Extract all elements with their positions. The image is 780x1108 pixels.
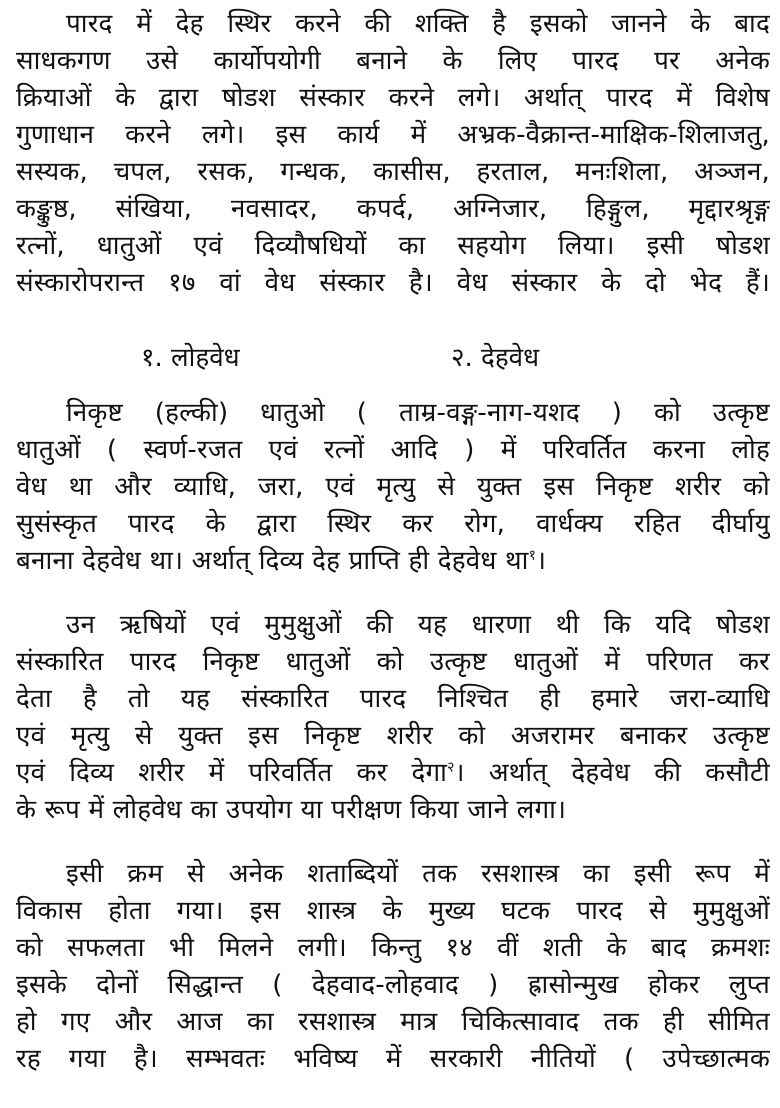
footnote-marker: १ — [528, 547, 537, 564]
text-line: संस्कारित पारद निकृष्ट धातुओं को उत्कृष्ट धातुओं में परिणत कर — [16, 647, 770, 677]
paragraph-rishi-belief — [16, 607, 770, 829]
text-line-end: । अर्थात् देहवेध की कसौटी — [454, 758, 770, 788]
paragraph-rasashastra-history — [16, 856, 770, 1078]
text-line: सस्यक, चपल, रसक, गन्धक, कासीस, हरताल, मनःशिला, अञ्जन, — [16, 157, 770, 187]
text-line: देता है तो यह संस्कारित पारद निश्चित ही हमारे जरा-व्याधि — [16, 684, 770, 714]
text-line: के रूप में लोहवेध का उपयोग या परीक्षण किया जाने लगा। — [16, 795, 567, 825]
text-line: पारद में देह स्थिर करने की शक्ति है इसको जानने के बाद — [66, 9, 770, 39]
text-line: धातुओं ( स्वर्ण-रजत एवं रत्नों आदि ) में परिवर्तित करना लोह — [16, 435, 770, 465]
text-line: इसी क्रम से अनेक शताब्दियों तक रसशास्त्र का इसी रूप में — [66, 859, 770, 889]
text-line: गुणाधान करने लगे। इस कार्य में अभ्रक-वैक्रान्त-माक्षिक-शिलाजतु, — [16, 120, 770, 150]
text-line: उन ऋषियों एवं मुमुक्षुओं की यह धारणा थी कि यदि षोडश — [66, 610, 770, 640]
vedha-type-loha: १. लोहवेध — [141, 343, 240, 373]
paragraph-parad-sanskar — [16, 6, 770, 302]
vedha-types-list — [16, 340, 770, 377]
text-line: क्रियाओं के द्वारा षोडश संस्कार करने लगे। अर्थात् पारद में विशेष — [16, 83, 770, 113]
text-line: सुसंस्कृत पारद के द्वारा स्थिर कर रोग, वार्धक्य रहित दीर्घायु — [16, 509, 770, 539]
text-line: एवं मृत्यु से युक्त इस निकृष्ट शरीर को अजरामर बनाकर उत्कृष्ट — [16, 721, 770, 751]
text-line: विकास होता गया। इस शास्त्र के मुख्य घटक पारद से मुमुक्षुओं — [16, 896, 770, 926]
text-line: हो गए और आज का रसशास्त्र मात्र चिकित्सावाद तक ही सीमित — [16, 1007, 770, 1037]
text-line — [16, 755, 770, 792]
footnote-marker: २ — [447, 759, 455, 776]
text-line: निकृष्ट (हल्की) धातुओ ( ताम्र-वङ्ग-नाग-यशद ) को उत्कृष्ट — [66, 398, 770, 428]
text-line — [16, 543, 770, 580]
text-line-end: । — [536, 546, 547, 576]
paragraph-vedha-definition — [16, 395, 770, 580]
text-line: साधकगण उसे कार्योपयोगी बनाने के लिए पारद पर अनेक — [16, 46, 770, 76]
text-line: को सफलता भी मिलने लगी। किन्तु १४ वीं शती के बाद क्रमशः — [16, 933, 770, 963]
vedha-type-deha: २. देहवेध — [451, 343, 540, 373]
text-line: संस्कारोपरान्त १७ वां वेध संस्कार है। वेध संस्कार के दो भेद हैं। — [16, 268, 770, 298]
text-line: रह गया है। सम्भवतः भविष्य में सरकारी नीतियों ( उपेच्छात्मक — [16, 1044, 770, 1074]
text-line: रत्नों, धातुओं एवं दिव्यौषधियों का सहयोग लिया। इसी षोडश — [16, 231, 770, 261]
text-line: वेध था और व्याधि, जरा, एवं मृत्यु से युक्त इस निकृष्ट शरीर को — [16, 472, 770, 502]
text-line: इसके दोनों सिद्धान्त ( देहवाद-लोहवाद ) ह्रासोन्मुख होकर लुप्त — [16, 970, 770, 1000]
text-line-content: एवं दिव्य शरीर में परिवर्तित कर देगा — [16, 758, 448, 788]
text-line-content: बनाना देहवेध था। अर्थात् दिव्य देह प्राप्ति ही देहवेध था — [16, 546, 529, 576]
text-line: कङ्कुष्ठ, संखिया, नवसादर, कपर्द, अग्निजार, हिङ्गुल, मृद्दारश्रृङ्ग — [16, 194, 770, 224]
